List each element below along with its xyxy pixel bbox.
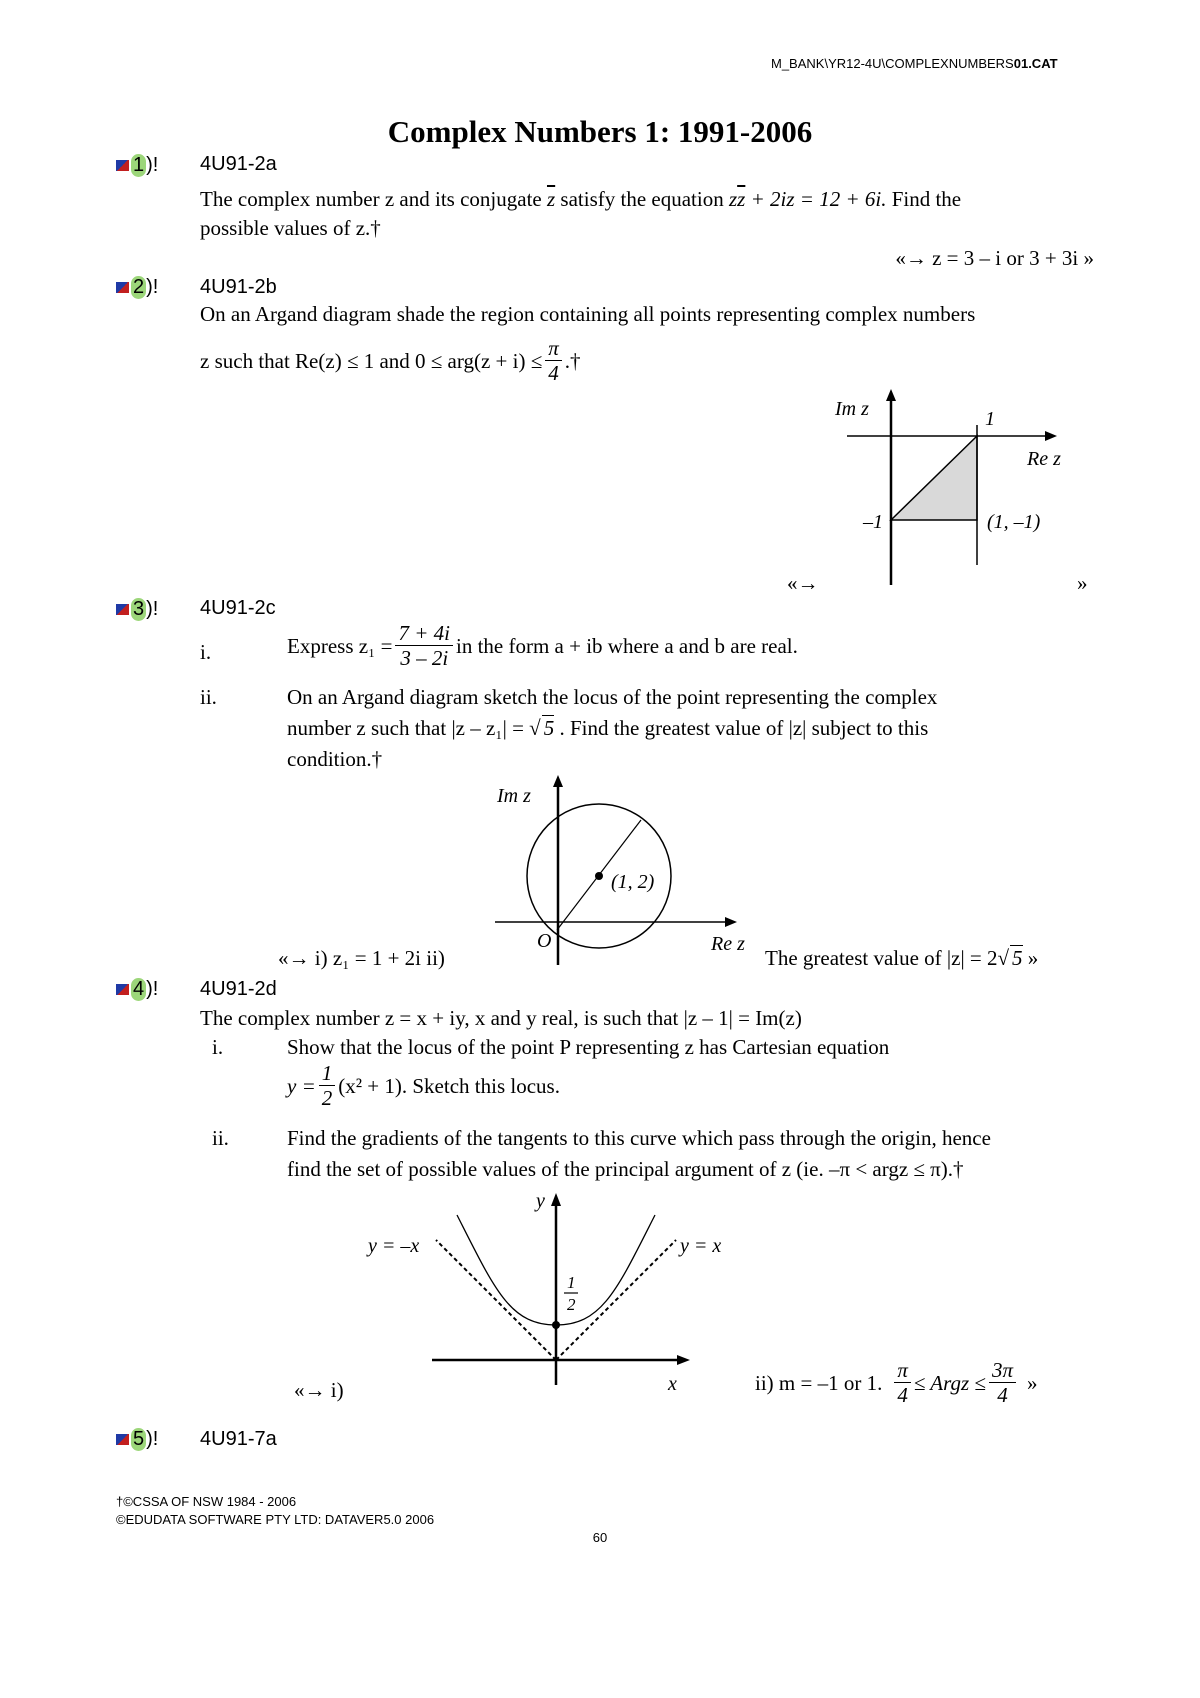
q4-equation: y = $\frac{1}{2}$ (x² + 1). Sketch this locus. bbox=[287, 1061, 560, 1110]
conjugate-symbol: $\overline{z}$ bbox=[546, 187, 556, 211]
question-code-2: 4U91-2b bbox=[200, 276, 277, 298]
arrow-up-icon bbox=[553, 775, 563, 787]
center-label: (1, 2) bbox=[611, 871, 655, 893]
left-asymptote-label: y = –x bbox=[368, 1235, 420, 1257]
q4-part-i-text: Show that the locus of the point P representing z has Cartesian equation bbox=[287, 1035, 890, 1059]
pi-over-4-fraction: $\frac{\pi}{4}$ bbox=[545, 338, 562, 384]
center-point bbox=[595, 872, 603, 880]
file-path-prefix: M_BANK\YR12-4U\COMPLEXNUMBERS bbox=[771, 56, 1014, 71]
arrow-up-icon bbox=[551, 1193, 561, 1206]
pi-over-4-fraction: $\frac{\pi}{4}$ bbox=[894, 1360, 911, 1406]
q4-intro: The complex number z = x + iy, x and y real, is such that |z – 1| = Im(z) bbox=[200, 1006, 802, 1030]
re-z-label: Re z bbox=[711, 933, 745, 955]
file-path-header bbox=[771, 56, 1058, 71]
one-half-fraction: $\frac{1}{2}$ bbox=[319, 1063, 336, 1109]
y-axis-label: y bbox=[536, 1190, 545, 1212]
q4-part-ii-line2: find the set of possible values of the principal argument of z (ie. –π < argz ≤ π).† bbox=[287, 1157, 964, 1181]
q4-part-ii-label: ii. bbox=[212, 1126, 229, 1150]
z1-fraction: $\frac{7 + 4i}{3 - 2i}$ bbox=[395, 623, 453, 669]
q3-part-ii-label: ii. bbox=[200, 685, 217, 709]
question-number-4[interactable]: 4 )! bbox=[116, 978, 158, 1001]
question-code-3: 4U91-2c bbox=[200, 597, 276, 619]
asymptote-y-minus-x bbox=[436, 1240, 556, 1360]
arrow-right-icon bbox=[725, 917, 737, 927]
q3-part-i-label: i. bbox=[200, 640, 212, 664]
q3-part-ii-line1: On an Argand diagram sketch the locus of the point representing the complex bbox=[287, 685, 938, 709]
arrow-right-icon bbox=[1045, 431, 1057, 441]
question-code-1: 4U91-2a bbox=[200, 153, 277, 175]
q2-answer-close: » bbox=[1077, 571, 1088, 595]
im-z-label: Im z bbox=[497, 785, 531, 807]
flag-icon bbox=[116, 160, 129, 171]
page-title: Complex Numbers 1: 1991-2006 bbox=[387, 114, 813, 149]
copyright-edudata: ©EDUDATA SOFTWARE PTY LTD: DATAVER5.0 2006 bbox=[116, 1512, 435, 1527]
q2-statement-line2: z such that Re(z) ≤ 1 and 0 ≤ arg(z + i) ≤ $\frac{\pi}{4}$ .† bbox=[200, 336, 581, 385]
q1-answer: «→ z = 3 – i or 3 + 3i » bbox=[895, 246, 1094, 270]
flag-icon bbox=[116, 984, 129, 995]
file-path-suffix: 01.CAT bbox=[1013, 56, 1058, 71]
question-number-2[interactable]: 2 )! bbox=[116, 276, 158, 299]
page-number: 60 bbox=[592, 1530, 608, 1545]
q2-answer-open: «→ bbox=[787, 571, 819, 595]
q4-answer-left: «→ i) bbox=[294, 1378, 344, 1402]
copyright-cssa: †©CSSA OF NSW 1984 - 2006 bbox=[116, 1494, 297, 1509]
question-code-4: 4U91-2d bbox=[200, 978, 277, 1000]
q3-argand-diagram bbox=[490, 770, 760, 970]
arrow-up-icon bbox=[886, 389, 896, 401]
question-code-5: 4U91-7a bbox=[200, 1428, 277, 1450]
point-1-minus-1-label: (1, –1) bbox=[987, 511, 1041, 533]
re-z-label: Re z bbox=[1027, 448, 1061, 470]
vertex-point bbox=[552, 1321, 560, 1329]
flag-icon bbox=[116, 282, 129, 293]
q2-argand-diagram bbox=[835, 385, 1065, 590]
im-z-label: Im z bbox=[835, 398, 869, 420]
flag-icon bbox=[116, 604, 129, 615]
q2-statement-line1: On an Argand diagram shade the region containing all points representing complex numbers bbox=[200, 302, 976, 326]
q1-statement-line2: possible values of z.† bbox=[200, 216, 381, 240]
arrow-right-icon bbox=[677, 1355, 690, 1365]
origin-label: O bbox=[537, 930, 552, 952]
q3-part-ii-line2: number z such that |z – z₁| = √ 5 . Find the greatest value of |z| subject to this bbox=[287, 716, 929, 740]
right-asymptote-label: y = x bbox=[680, 1235, 722, 1257]
label-minus-one: –1 bbox=[863, 511, 883, 533]
flag-icon bbox=[116, 1434, 129, 1445]
shaded-region bbox=[891, 436, 977, 520]
x-axis-label: x bbox=[668, 1373, 677, 1395]
q3-answer-right: The greatest value of |z| = 2√ 5 » bbox=[765, 946, 1039, 970]
q3-answer-left: «→ i) z₁ = 1 + 2i ii) bbox=[278, 946, 445, 970]
question-number-3[interactable]: 3 )! bbox=[116, 598, 158, 621]
q4-part-i-label: i. bbox=[212, 1035, 224, 1059]
q4-answer-right: ii) m = –1 or 1. $\frac{\pi}{4}$ ≤ Argz ≤ $\frac{3\pi}{4}$ » bbox=[755, 1358, 1038, 1407]
q3-part-i-text: Express z₁ = $\frac{7 + 4i}{3 - 2i}$ in the form a + ib where a and b are real. bbox=[287, 621, 798, 670]
question-number-5[interactable]: 5 )! bbox=[116, 1428, 158, 1451]
q4-part-ii-line1: Find the gradients of the tangents to this curve which pass through the origin, hence bbox=[287, 1126, 991, 1150]
label-one: 1 bbox=[985, 408, 995, 430]
half-numerator: 1 bbox=[567, 1273, 576, 1292]
half-denominator: 2 bbox=[567, 1295, 576, 1314]
q1-statement-line1: The complex number z and its conjugate $\overline{z}$ satisfy the equation $z\overline{z} + 2iz = 12 + 6i$. Find the bbox=[200, 187, 962, 211]
question-number-1[interactable]: 1 )! bbox=[116, 154, 158, 177]
three-pi-over-4-fraction: $\frac{3\pi}{4}$ bbox=[989, 1360, 1016, 1406]
q4-parabola-sketch bbox=[360, 1185, 722, 1400]
q3-part-ii-line3: condition.† bbox=[287, 747, 383, 771]
